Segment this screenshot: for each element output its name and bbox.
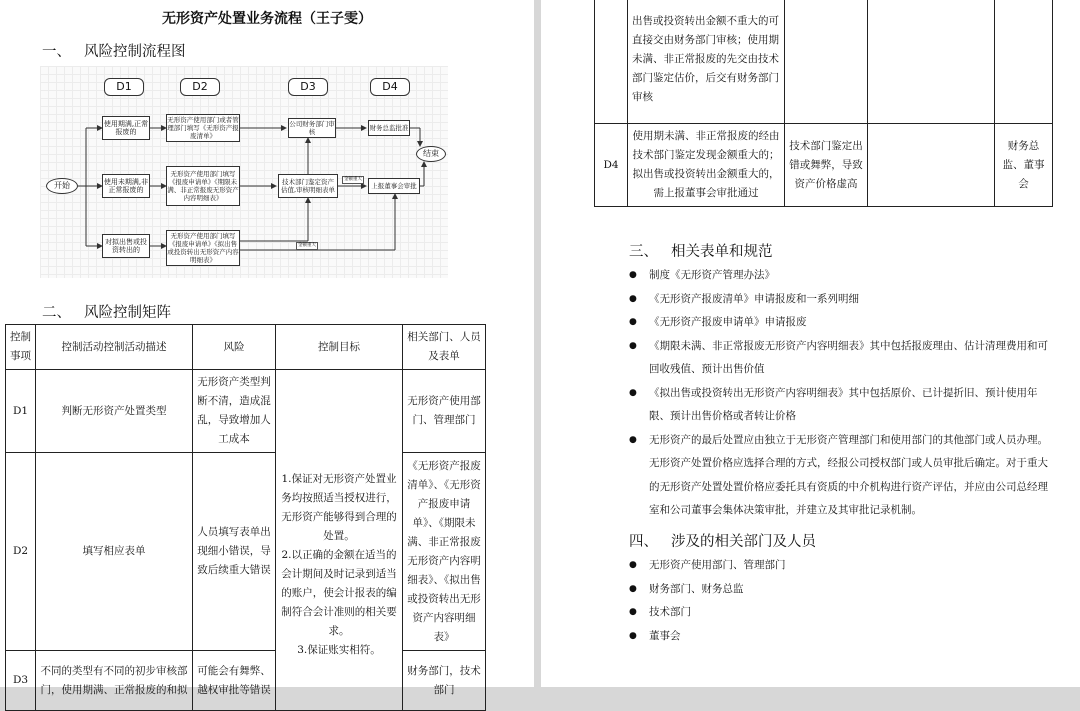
list-item: ● 无形资产使用部门、管理部门 bbox=[629, 554, 1049, 578]
matrix-item-cell: D2 bbox=[6, 453, 36, 651]
flow-label-major: 金额重大 bbox=[344, 177, 362, 182]
matrix-goal-cell bbox=[276, 370, 403, 711]
section-heading-4 bbox=[629, 530, 816, 551]
document-page-left bbox=[0, 0, 534, 696]
flow-fill-form-3: 无形资产使用部门填写《报废申请单》《拟出售或投资转出无形资产内容明细表》 bbox=[167, 232, 239, 264]
matrix-desc-cell: 判断无形资产处置类型 bbox=[36, 370, 193, 453]
list-item: ● 董事会 bbox=[629, 625, 1049, 649]
matrix-dept-cell: 财务部门，技术部门 bbox=[403, 651, 486, 711]
matrix-risk-cell: 人员填写表单出现细小错误，导致后续重大错误 bbox=[193, 453, 276, 651]
section-title: 相关表单和规范 bbox=[671, 244, 773, 260]
matrix-dept-cell: 财务总监、董事会 bbox=[995, 124, 1053, 207]
list-item: ● 《期限未满、非正常报废无形资产内容明细表》其中包括报废理由、估计清理费用和可回收残值、预计出售价值 bbox=[629, 335, 1049, 382]
matrix-desc-cell: 填写相应表单 bbox=[36, 453, 193, 651]
matrix-risk-cell: 可能会有舞弊、越权审批等错误 bbox=[193, 651, 276, 711]
list-item: ● 财务部门、财务总监 bbox=[629, 578, 1049, 602]
flow-fill-form-2: 无形资产使用部门填写《报废申请单》《期限未满、非正常报废无形资产内容明细表》 bbox=[166, 166, 240, 206]
matrix-risk-cell: 技术部门鉴定出错或舞弊，导致资产价格虚高 bbox=[785, 124, 868, 207]
matrix-goal-text: 1.保证对无形资产处置业务均按照适当授权进行，无形资产能够得到合理的处置。 2.以正确的金额在适当的会计期间及时记录到适当的账户，使会计报表的编制符合会计准则的相关要求。 3.保证账实相符。 bbox=[281, 473, 397, 656]
list-item: ● 无形资产的最后处置应由独立于无形资产管理部门和使用部门的其他部门或人员办理。无形资产处置价格应选择合理的方式，经报公司授权部门或人员审批后确定。对于重大的无形资产处置处置价格应委托具有资质的中介机构进行资产评估，并应由公司总经理室和公司董事会集体决策审批，并建立及其审批记录机制。 bbox=[629, 429, 1049, 523]
section-title: 风险控制流程图 bbox=[84, 44, 186, 60]
matrix-header-cell: 控制目标 bbox=[276, 325, 403, 370]
document-title: 无形资产处置业务流程（王子雯） bbox=[162, 11, 372, 27]
column-header-d2: D2 bbox=[180, 78, 220, 96]
matrix-header-cell: 控制活动控制活动描述 bbox=[36, 325, 193, 370]
list-item: ● 制度《无形资产管理办法》 bbox=[629, 264, 1049, 288]
column-header-d3: D3 bbox=[288, 78, 328, 96]
flow-branch-expired: 使用期满,正常报废的 bbox=[102, 116, 150, 140]
matrix-item-cell: D4 bbox=[595, 124, 628, 207]
matrix-desc-cell: 出售或投资转出金额不重大的可直接交由财务部门审核；使用期未满、非正常报废的先交由技术部门鉴定估价，后交有财务部门审核 bbox=[628, 0, 785, 124]
flow-branch-sale: 对拟出售或投资转出的 bbox=[102, 234, 150, 258]
flow-cfo-approval: 财务总监批准 bbox=[368, 120, 410, 136]
forms-list bbox=[629, 264, 1049, 523]
document-page-right bbox=[541, 0, 1080, 687]
section-number: 二、 bbox=[42, 305, 71, 321]
flow-end: 结束 bbox=[416, 146, 446, 162]
matrix-header-cell: 风险 bbox=[193, 325, 276, 370]
section-heading-2 bbox=[42, 301, 171, 322]
list-item: ● 《无形资产报废申请单》申请报废 bbox=[629, 311, 1049, 335]
risk-control-matrix-continued bbox=[594, 0, 1053, 207]
matrix-header-cell: 相关部门、人员及表单 bbox=[403, 325, 486, 370]
matrix-item-cell: D1 bbox=[6, 370, 36, 453]
matrix-header-cell: 控制事项 bbox=[6, 325, 36, 370]
column-header-d1: D1 bbox=[104, 78, 144, 96]
matrix-desc-cell: 使用期未满、非正常报废的经由技术部门鉴定发现金额重大的；拟出售或投资转出金额重大的，需上报董事会审批通过 bbox=[628, 124, 785, 207]
table-row bbox=[595, 0, 1053, 124]
departments-list bbox=[629, 554, 1049, 648]
flow-fill-form-1: 无形资产使用部门或者管理部门填写《无形资产报废清单》 bbox=[167, 116, 239, 140]
column-header-d4: D4 bbox=[370, 78, 410, 96]
section-title: 风险控制矩阵 bbox=[84, 305, 171, 321]
matrix-dept-cell: 《无形资产报废清单》、《无形资产报废申请单》、《期限未满、非正常报废无形资产内容明细表》、《拟出售或投资转出无形资产内容明细表》 bbox=[403, 453, 486, 651]
section-number: 三、 bbox=[629, 244, 658, 260]
section-number: 四、 bbox=[629, 534, 658, 550]
matrix-risk-cell: 无形资产类型判断不清，造成混乱，导致增加人工成本 bbox=[193, 370, 276, 453]
section-title: 涉及的相关部门及人员 bbox=[671, 534, 816, 550]
risk-control-matrix bbox=[5, 324, 486, 711]
flow-branch-abnormal: 使用未期满,非正常报废的 bbox=[102, 174, 150, 198]
table-row bbox=[595, 124, 1053, 207]
list-item: ● 《无形资产报废清单》申请报废和一系列明细 bbox=[629, 288, 1049, 312]
matrix-desc-cell: 不同的类型有不同的初步审核部门，使用期满、正常报废的和拟 bbox=[36, 651, 193, 711]
flow-start: 开始 bbox=[46, 178, 78, 194]
section-heading-3 bbox=[629, 240, 773, 261]
table-row bbox=[6, 370, 486, 453]
list-item: ● 《拟出售或投资转出无形资产内容明细表》其中包括原价、已计提折旧、预计使用年限、预计出售价格或者转让价格 bbox=[629, 382, 1049, 429]
matrix-dept-cell: 无形资产使用部门、管理部门 bbox=[403, 370, 486, 453]
risk-flowchart bbox=[40, 66, 448, 278]
flow-finance-review: 公司财务部门审核 bbox=[289, 120, 335, 136]
table-row bbox=[6, 651, 486, 711]
table-row bbox=[6, 453, 486, 651]
flow-tech-appraisal: 技术部门鉴定资产估值,审核明细表单 bbox=[278, 174, 338, 198]
list-item: ● 技术部门 bbox=[629, 601, 1049, 625]
section-number: 一、 bbox=[42, 44, 71, 60]
matrix-item-cell: D3 bbox=[6, 651, 36, 711]
flow-label-major: 金额重大 bbox=[298, 243, 316, 248]
flow-board-approval: 上报董事会审批 bbox=[368, 178, 420, 194]
section-heading-1 bbox=[42, 40, 186, 61]
